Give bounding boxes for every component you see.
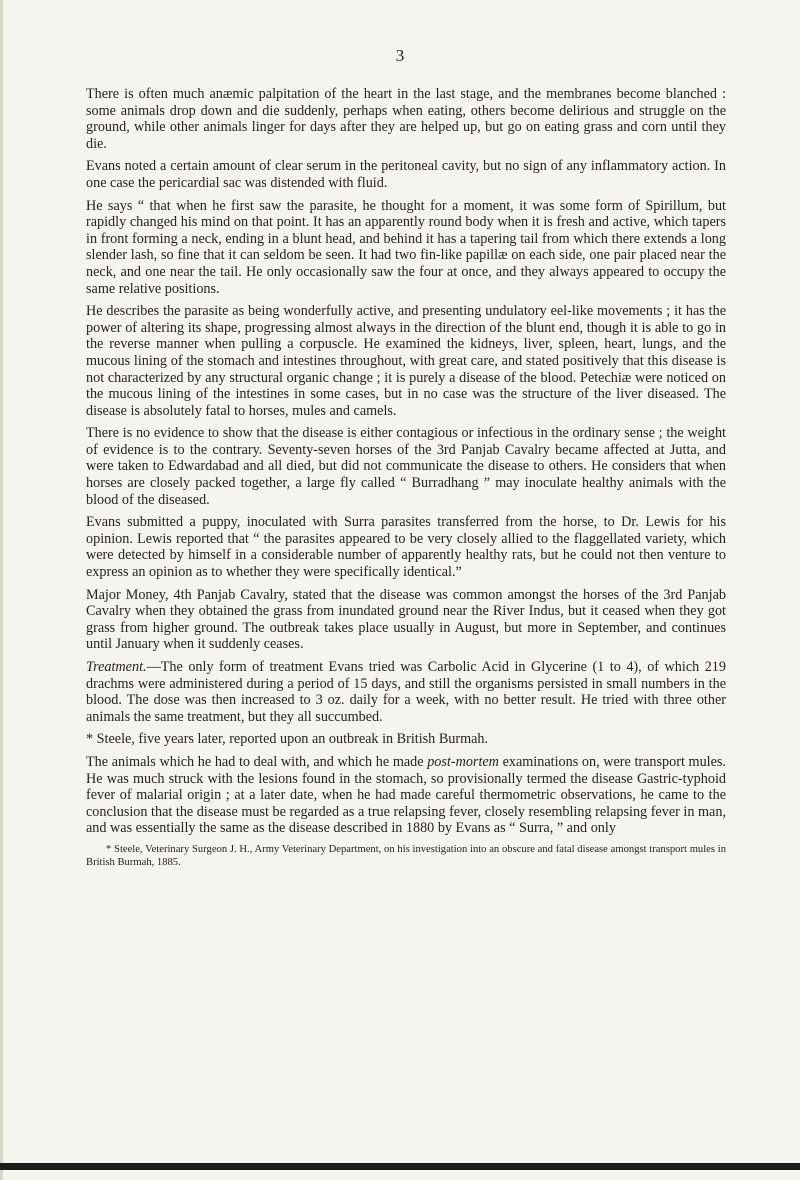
page-number: 3 bbox=[395, 46, 405, 65]
paragraph-parasite-movement: He describes the parasite as being wonderfully active, and presenting undulatory eel-like movements ; it has the power of altering its shape, progressing almost always in the direction of the blunt end, though it is able to go in the reverse manner when pulling a corpuscle. He examined the kidneys, liver, spleen, heart, lungs, and the mucous lining of the stomach and intestines throughout, with great care, and stated positively that this disease is not characterized by any structural organic change ; it is purely a disease of the blood. Petechiæ were noticed on the mucous lining of the intestines in some cases, but in no case was the structure of the liver diseased. The disease is absolutely fatal to horses, mules and camels. bbox=[86, 303, 726, 419]
paragraph-steele: * Steele, five years later, reported upon an outbreak in British Burmah. bbox=[86, 731, 489, 748]
final-text-part-1: The animals which he had to deal with, and which he made bbox=[86, 753, 428, 770]
final-text-part-2: examinations on, were transport mules. He was much struck with the lesions found in the stomach, so provisionally termed the disease Gastric-typhoid fever of malarial origin ; at a later date, when he had made careful thermometric observations, he came to the conclusion that the disease must be regarded as a true relapsing fever, closely resembling relapsing fever in man, and was essentially the same as the disease described in 1880 by Evans as “ Surra, ” and only bbox=[86, 753, 726, 837]
treatment-heading: Treatment. bbox=[86, 659, 147, 675]
paragraph-contagion-evidence: There is no evidence to show that the disease is either contagious or infectious in the ordinary sense ; the weight of evidence is to the contrary. Seventy-seven horses of the 3rd Panjab Cavalry became affected at Jutta, and were taken to Edwardabad and all died, but did not communicate the disease to others. He considers that when horses are closely packed together, a large fly called “ Burradhang ” may inoculate healthy animals with the blood of the diseased. bbox=[86, 425, 726, 508]
post-mortem-italic: post-mortem bbox=[427, 753, 499, 770]
paragraph-transport-mules bbox=[86, 754, 726, 837]
paragraph-serum-peritoneal: Evans noted a certain amount of clear serum in the peritoneal cavity, but no sign of any inflammatory action. In one case the pericardial sac was distended with fluid. bbox=[86, 158, 726, 191]
body-text bbox=[86, 86, 726, 869]
treatment-text: —The only form of treatment Evans tried was Carbolic Acid in Glycerine (1 to 4), of which 219 drachms were administered during a period of 15 days, and still the organisms persisted in small numbers in the blood. The dose was then increased to 3 oz. daily for a week, with no better result. He tried with three other animals the same treatment, but they all succumbed. bbox=[86, 659, 726, 725]
paragraph-treatment bbox=[86, 659, 726, 725]
paragraph-puppy-inoculation: Evans submitted a puppy, inoculated with Surra parasites transferred from the horse, to Dr. Lewis for his opinion. Lewis reported that “ the parasites appeared to be very closely allied to the flaggellated variety, which were detected by himself in a considerable number of apparently healthy rats, but he could not then venture to express an opinion as to whether they were specifically identical.” bbox=[86, 514, 726, 581]
footnote-steele: * Steele, Veterinary Surgeon J. H., Army Veterinary Department, on his investigation into an obscure and fatal disease amongst transport mules in British Burmah, 1885. bbox=[86, 843, 726, 868]
page-edge-shadow bbox=[0, 0, 3, 1180]
paragraph-parasite-description: He says “ that when he first saw the parasite, he thought for a moment, it was some form of Spirillum, but rapidly changed his mind on that point. It has an apparently round body when it is fresh and active, which tapers in front forming a neck, ending in a blunt head, and behind it has a tapering tail from which there extends a long slender lash, so fine that it can seldom be seen. It had two fin-like papillæ on each side, one pair placed near the neck, and one near the tail. He only occasionally saw the four at once, and they always appeared to occupy the same relative positions. bbox=[86, 197, 726, 297]
page-bottom-edge bbox=[0, 1163, 800, 1170]
paragraph-anaemic-palpitation: There is often much anæmic palpitation of the heart in the last stage, and the membranes become blanched : some animals drop down and die suddenly, perhaps when eating, others become delirious and struggle on the ground, while other animals linger for days after they are helped up, but go on eating grass and corn until they die. bbox=[86, 86, 726, 152]
paragraph-major-money: Major Money, 4th Panjab Cavalry, stated that the disease was common amongst the horses of the 3rd Panjab Cavalry when they obtained the grass from inundated ground near the River Indus, but it ceased when they got grass from higher ground. The outbreak takes place usually in August, but more in September, and continues until January when it suddenly ceases. bbox=[86, 586, 726, 653]
